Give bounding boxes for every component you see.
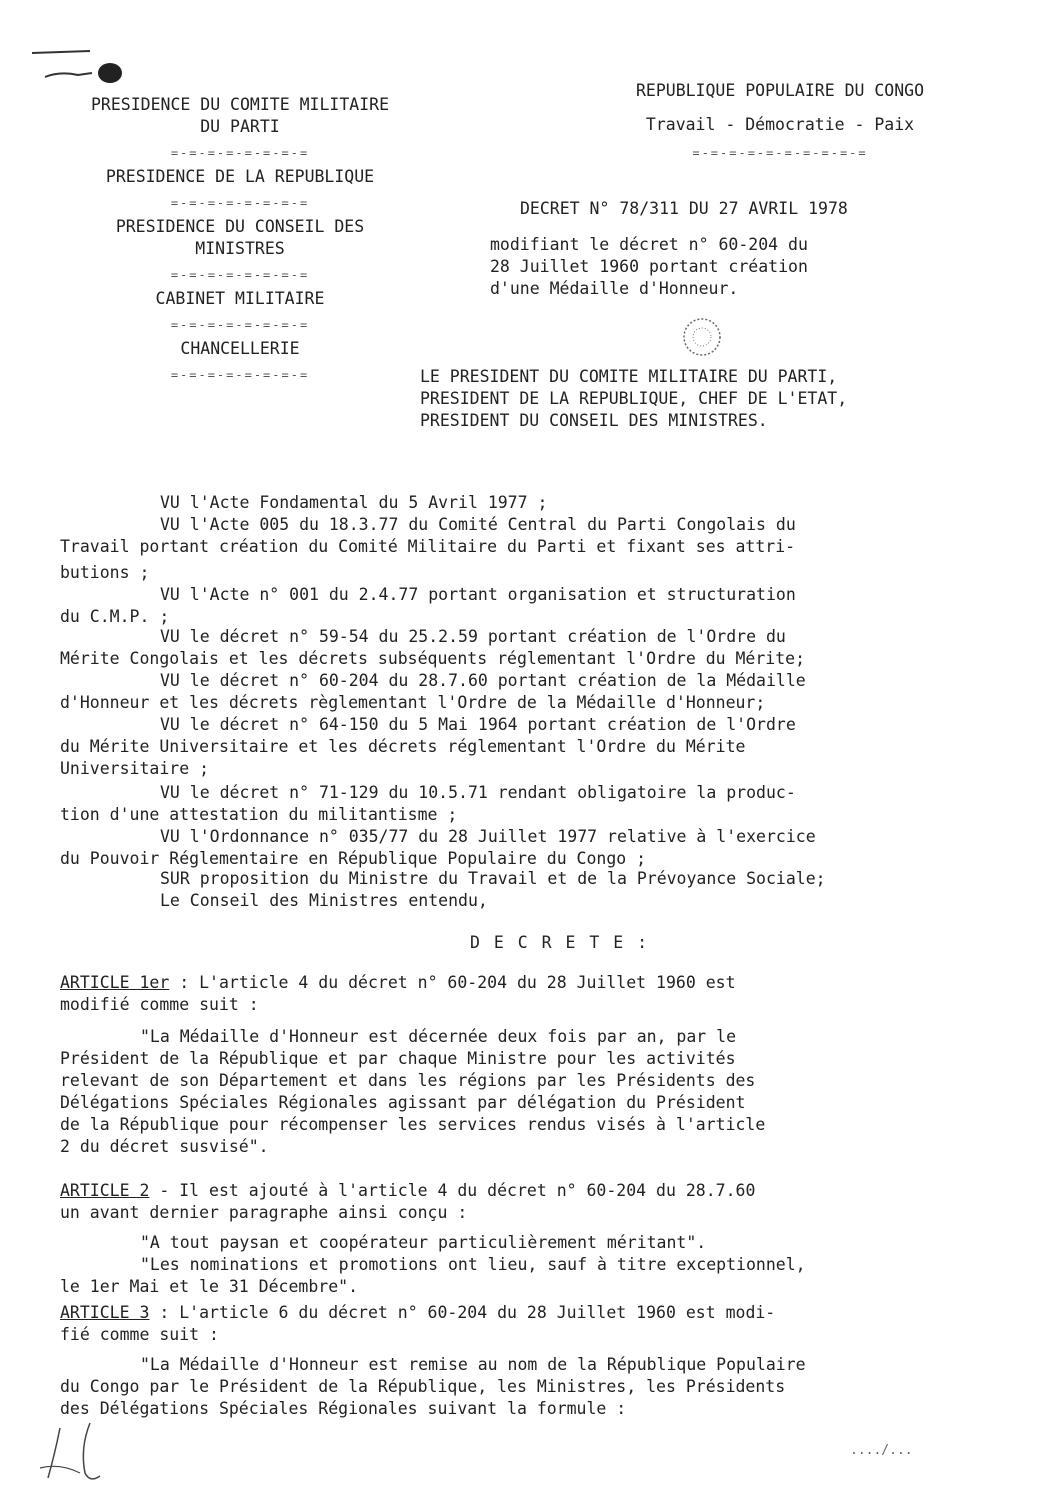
president-line2: PRESIDENT DE LA REPUBLIQUE, CHEF DE L'ETAT, bbox=[420, 389, 848, 408]
decree-subject-line1: modifiant le décret n° 60-204 du bbox=[490, 235, 808, 254]
visa-line: VU le décret n° 60-204 du 28.7.60 portant création de la Médaille bbox=[160, 671, 806, 690]
header-left-line6: CABINET MILITAIRE bbox=[155, 289, 325, 308]
article-line: du Congo par le Président de la République, les Ministres, les Présidents bbox=[60, 1377, 786, 1396]
separator: =-=-=-=-=-=-=-=-=-= bbox=[692, 146, 868, 160]
visa-line: VU l'Ordonnance n° 035/77 du 28 Juillet 1977 relative à l'exercice bbox=[160, 827, 816, 846]
header-left bbox=[40, 94, 440, 388]
separator: =-=-=-=-=-=-=-= bbox=[170, 196, 310, 210]
country-name: REPUBLIQUE POPULAIRE DU CONGO bbox=[635, 81, 925, 100]
visa-line: VU l'Acte n° 001 du 2.4.77 portant organisation et structuration bbox=[160, 585, 796, 604]
decrete-heading: D E C R E T E : bbox=[470, 933, 650, 952]
visa-line: VU le décret n° 71-129 du 10.5.71 rendant obligatoire la produc- bbox=[160, 783, 796, 802]
article-label: ARTICLE 2 bbox=[60, 1181, 150, 1200]
visa-line: VU le décret n° 59-54 du 25.2.59 portant création de l'Ordre du bbox=[160, 627, 786, 646]
header-left-line1: PRESIDENCE DU COMITE MILITAIRE bbox=[90, 95, 389, 114]
header-left-line3: PRESIDENCE DE LA REPUBLIQUE bbox=[105, 167, 375, 186]
separator: =-=-=-=-=-=-=-= bbox=[170, 146, 310, 160]
separator: =-=-=-=-=-=-=-= bbox=[170, 368, 310, 382]
separator: =-=-=-=-=-=-=-= bbox=[170, 268, 310, 282]
article-line: Président de la République et par chaque Ministre pour les activités bbox=[60, 1049, 736, 1068]
header-left-line4: PRESIDENCE DU CONSEIL DES bbox=[115, 217, 365, 236]
decree-subject-line2: 28 Juillet 1960 portant création bbox=[490, 257, 808, 276]
handwritten-initials-icon bbox=[30, 1418, 120, 1493]
article-1-header bbox=[60, 972, 736, 994]
article-text: : L'article 6 du décret n° 60-204 du 28 Juillet 1960 est modi- bbox=[159, 1303, 776, 1322]
article-line: 2 du décret susvisé". bbox=[60, 1137, 269, 1156]
page-continuation: ..../... bbox=[850, 1443, 913, 1458]
visa-line: VU le décret n° 64-150 du 5 Mai 1964 portant création de l'Ordre bbox=[160, 715, 796, 734]
visa-line: SUR proposition du Ministre du Travail et de la Prévoyance Sociale; bbox=[160, 869, 826, 888]
article-line: des Délégations Spéciales Régionales suivant la formule : bbox=[60, 1399, 627, 1418]
motto: Travail - Démocratie - Paix bbox=[645, 115, 915, 134]
article-line: relevant de son Département et dans les régions par les Présidents des bbox=[60, 1071, 756, 1090]
visa-line: tion d'une attestation du militantisme ; bbox=[60, 805, 458, 824]
visa-line: VU l'Acte 005 du 18.3.77 du Comité Central du Parti Congolais du bbox=[160, 515, 796, 534]
visa-line: VU l'Acte Fondamental du 5 Avril 1977 ; bbox=[160, 493, 548, 512]
visa-line: du Pouvoir Réglementaire en République Populaire du Congo ; bbox=[60, 849, 647, 868]
visa-line: Le Conseil des Ministres entendu, bbox=[160, 891, 488, 910]
visa-line: Travail portant création du Comité Militaire du Parti et fixant ses attri- bbox=[60, 537, 796, 556]
article-line: modifié comme suit : bbox=[60, 995, 259, 1014]
header-right bbox=[570, 80, 990, 164]
article-3-header bbox=[60, 1302, 775, 1324]
article-line: de la République pour récompenser les services rendus visés à l'article bbox=[60, 1115, 766, 1134]
article-line: "A tout paysan et coopérateur particulièrement méritant". bbox=[140, 1233, 707, 1252]
header-left-line5: MINISTRES bbox=[195, 239, 285, 258]
separator: =-=-=-=-=-=-=-= bbox=[170, 318, 310, 332]
article-2-header bbox=[60, 1180, 755, 1202]
visa-line: du Mérite Universitaire et les décrets réglementant l'Ordre du Mérite bbox=[60, 737, 746, 756]
article-label: ARTICLE 1er bbox=[60, 973, 170, 992]
handwritten-mark-icon bbox=[30, 45, 130, 90]
visa-line: d'Honneur et les décrets règlementant l'Ordre de la Médaille d'Honneur; bbox=[60, 693, 766, 712]
visa-line: du C.M.P. ; bbox=[60, 607, 170, 626]
president-line3: PRESIDENT DU CONSEIL DES MINISTRES. bbox=[420, 411, 768, 430]
article-line: "La Médaille d'Honneur est décernée deux fois par an, par le bbox=[140, 1027, 737, 1046]
president-line1: LE PRESIDENT DU COMITE MILITAIRE DU PARTI, bbox=[420, 367, 838, 386]
article-line: "La Médaille d'Honneur est remise au nom de la République Populaire bbox=[140, 1355, 806, 1374]
header-left-line2: DU PARTI bbox=[200, 117, 280, 136]
article-line: Délégations Spéciales Régionales agissant par délégation du Président bbox=[60, 1093, 746, 1112]
article-text: : L'article 4 du décret n° 60-204 du 28 Juillet 1960 est bbox=[179, 973, 736, 992]
article-line: fié comme suit : bbox=[60, 1325, 219, 1344]
seal-icon bbox=[672, 312, 732, 362]
decree-subject-line3: d'une Médaille d'Honneur. bbox=[490, 279, 739, 298]
visa-line: butions ; bbox=[60, 563, 150, 582]
article-line: le 1er Mai et le 31 Décembre". bbox=[60, 1277, 359, 1296]
article-line: un avant dernier paragraphe ainsi conçu : bbox=[60, 1203, 468, 1222]
article-label: ARTICLE 3 bbox=[60, 1303, 150, 1322]
article-text: - Il est ajouté à l'article 4 du décret n° 60-204 du 28.7.60 bbox=[159, 1181, 756, 1200]
visa-line: Mérite Congolais et les décrets subséquents réglementant l'Ordre du Mérite; bbox=[60, 649, 806, 668]
visa-line: Universitaire ; bbox=[60, 759, 210, 778]
article-line: "Les nominations et promotions ont lieu, sauf à titre exceptionnel, bbox=[140, 1255, 806, 1274]
header-left-line7: CHANCELLERIE bbox=[180, 339, 300, 358]
decree-number: DECRET N° 78/311 DU 27 AVRIL 1978 bbox=[520, 199, 848, 218]
